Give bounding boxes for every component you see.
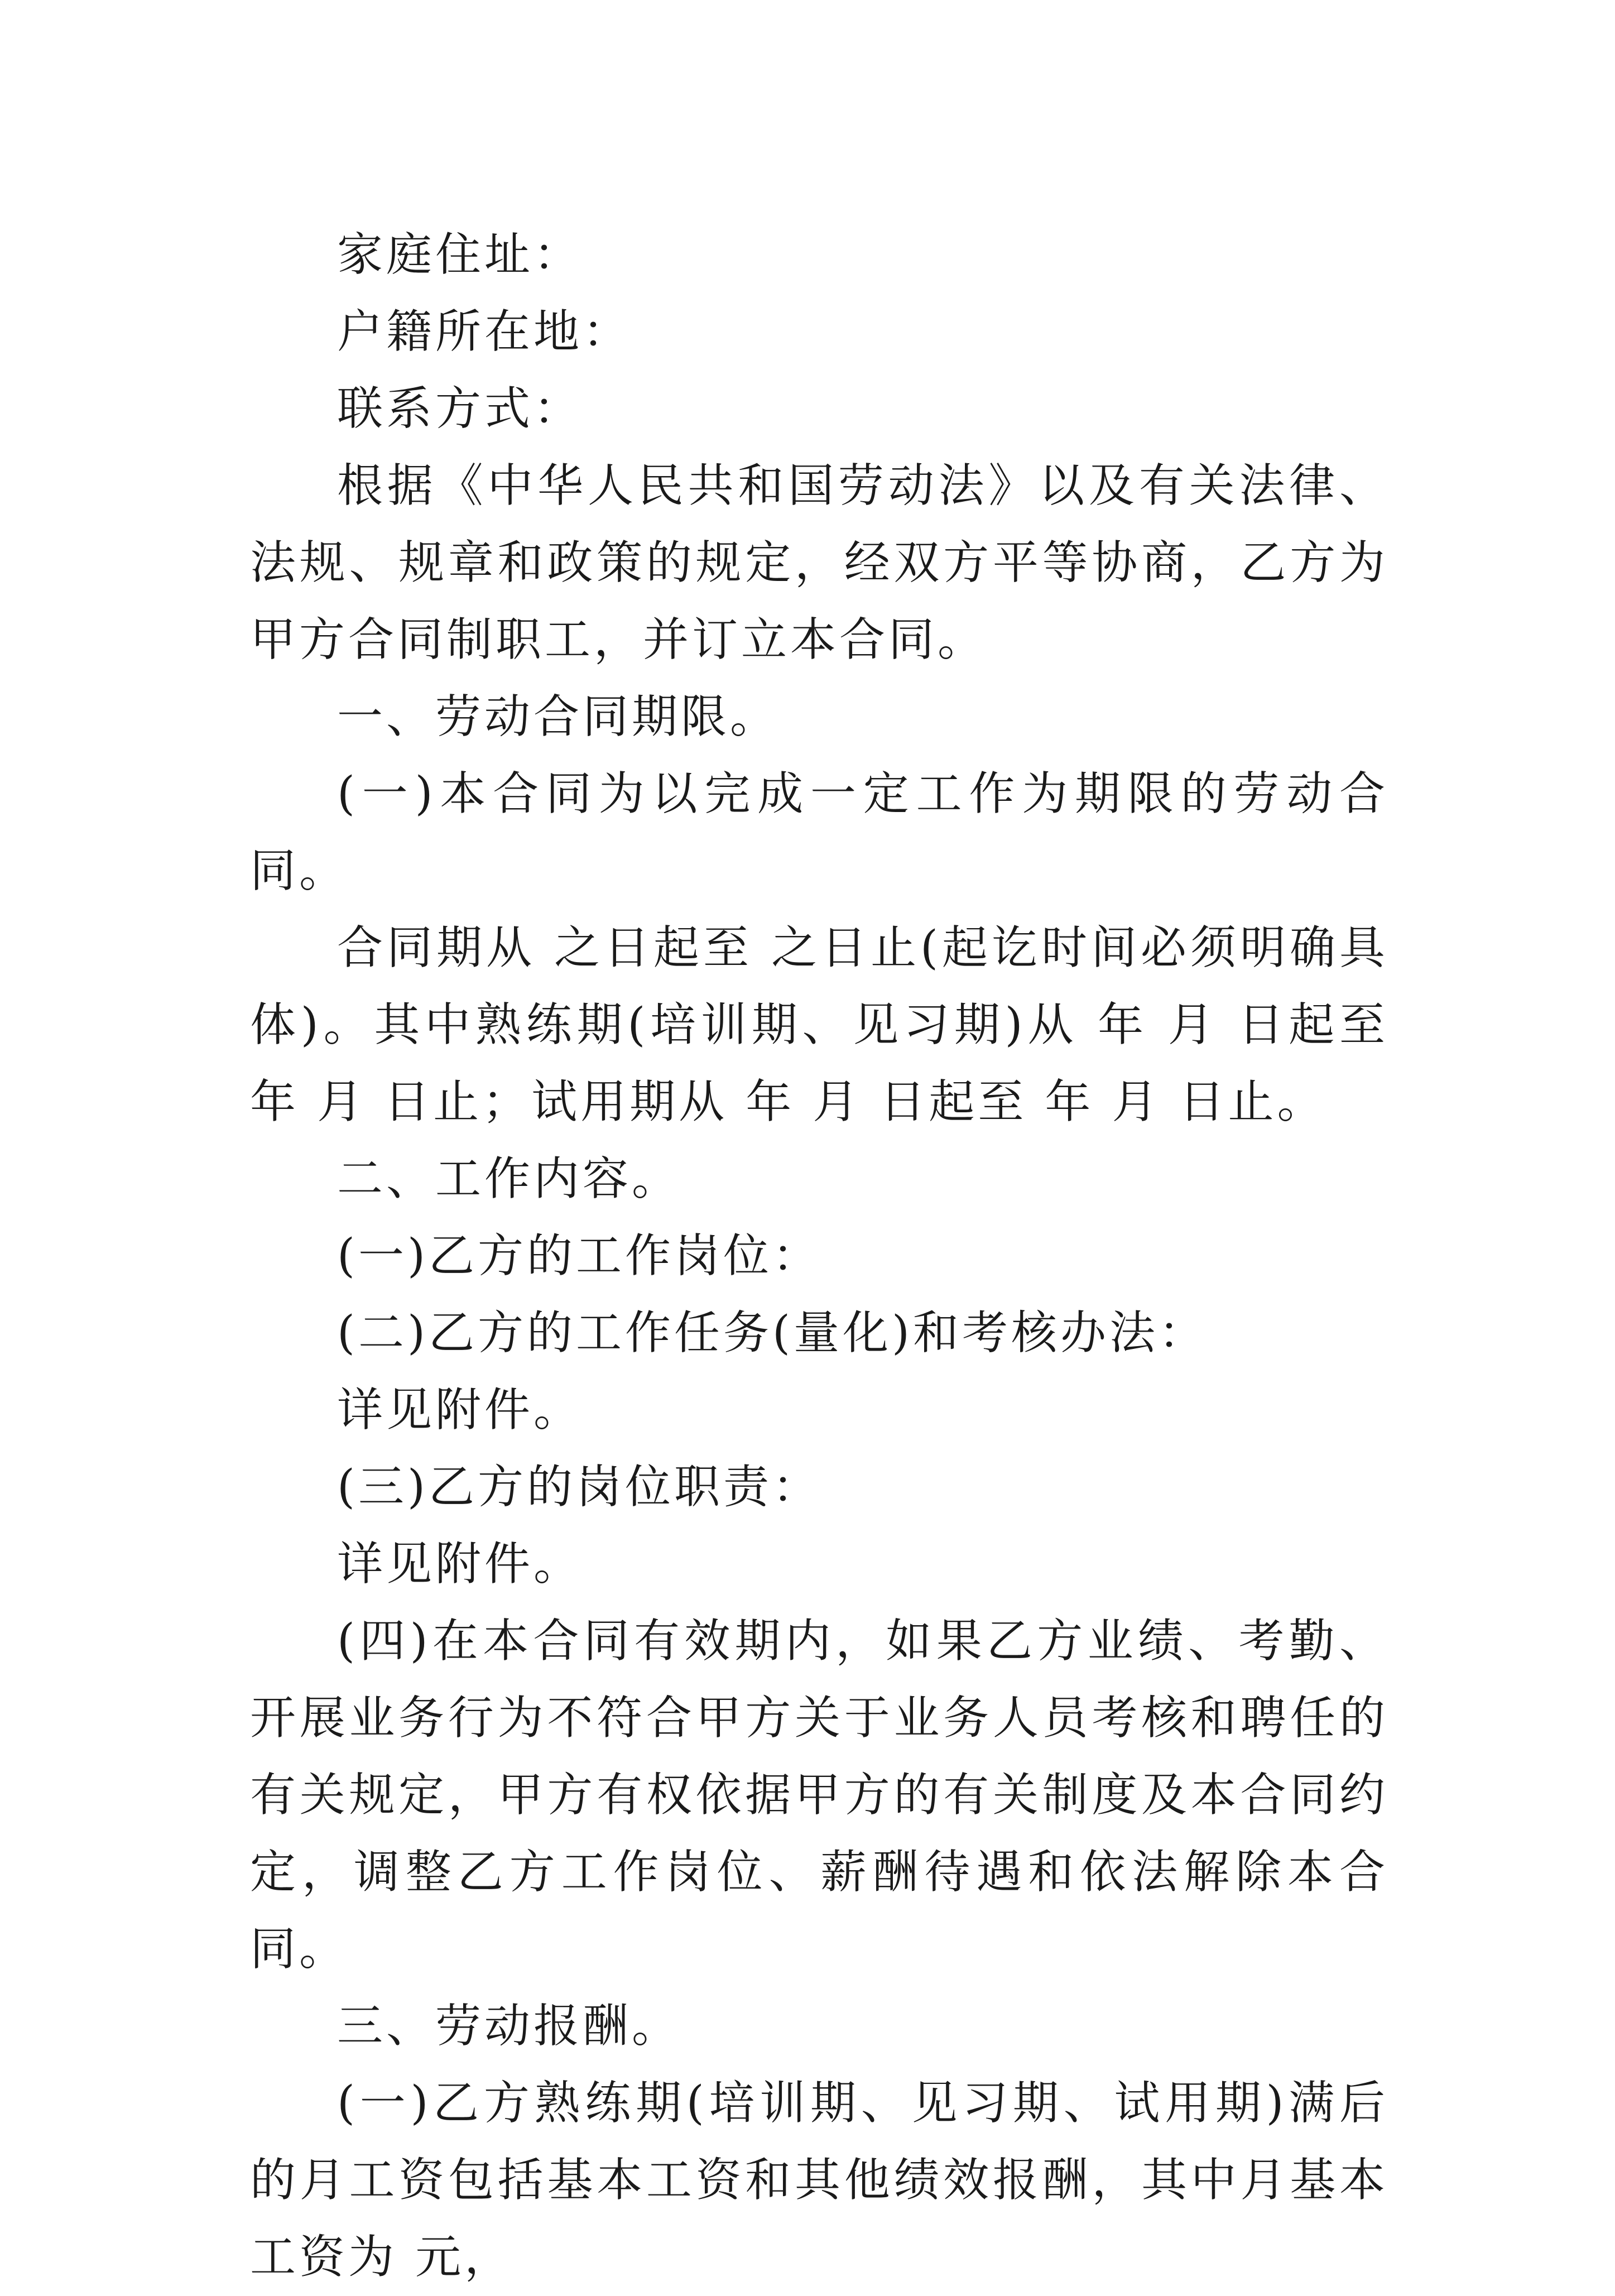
clause-2-3: (三)乙方的岗位职责：: [337, 1461, 821, 1514]
clause-1-1: (一)本合同为以完成一定工作为期限的劳动合同。: [250, 767, 1388, 897]
household-registration-line: 户籍所在地：: [337, 305, 632, 358]
contact-info-line: 联系方式：: [337, 382, 583, 435]
clause-2-4: (四)在本合同有效期内，如果乙方业绩、考勤、开展业务行为不符合甲方关于业务人员考核和聘任的有关规定，甲方有权依据甲方的有关制度及本合同约定，调整乙方工作岗位、薪酬待遇和依法解除本合同。: [250, 1615, 1388, 1976]
home-address-line: 家庭住址：: [337, 228, 583, 281]
clause-2-2: (二)乙方的工作任务(量化)和考核办法：: [337, 1306, 1208, 1360]
section-heading-work-content: 二、工作内容。: [337, 1152, 681, 1205]
clause-2-1: (一)乙方的工作岗位：: [337, 1229, 821, 1283]
document-body: [250, 217, 1388, 2296]
section-heading-contract-term: 一、劳动合同期限。: [337, 690, 780, 743]
see-attachment-line: 详见附件。: [337, 1538, 583, 1591]
clause-3-1: (一)乙方熟练期(培训期、见习期、试用期)满后的月工资包括基本工资和其他绩效报酬，其中月基本工资为 元，: [250, 2077, 1388, 2284]
preamble-paragraph: 根据《中华人民共和国劳动法》以及有关法律、法规、规章和政策的规定，经双方平等协商，乙方为甲方合同制职工，并订立本合同。: [250, 459, 1388, 666]
see-attachment-line: 详见附件。: [337, 1384, 583, 1437]
section-heading-remuneration: 三、劳动报酬。: [337, 2000, 681, 2053]
contract-period-paragraph: 合同期从 之日起至 之日止(起讫时间必须明确具体)。其中熟练期(培训期、见习期)从 年 月 日起至 年 月 日止；试用期从 年 月 日起至 年 月 日止。: [250, 921, 1388, 1128]
